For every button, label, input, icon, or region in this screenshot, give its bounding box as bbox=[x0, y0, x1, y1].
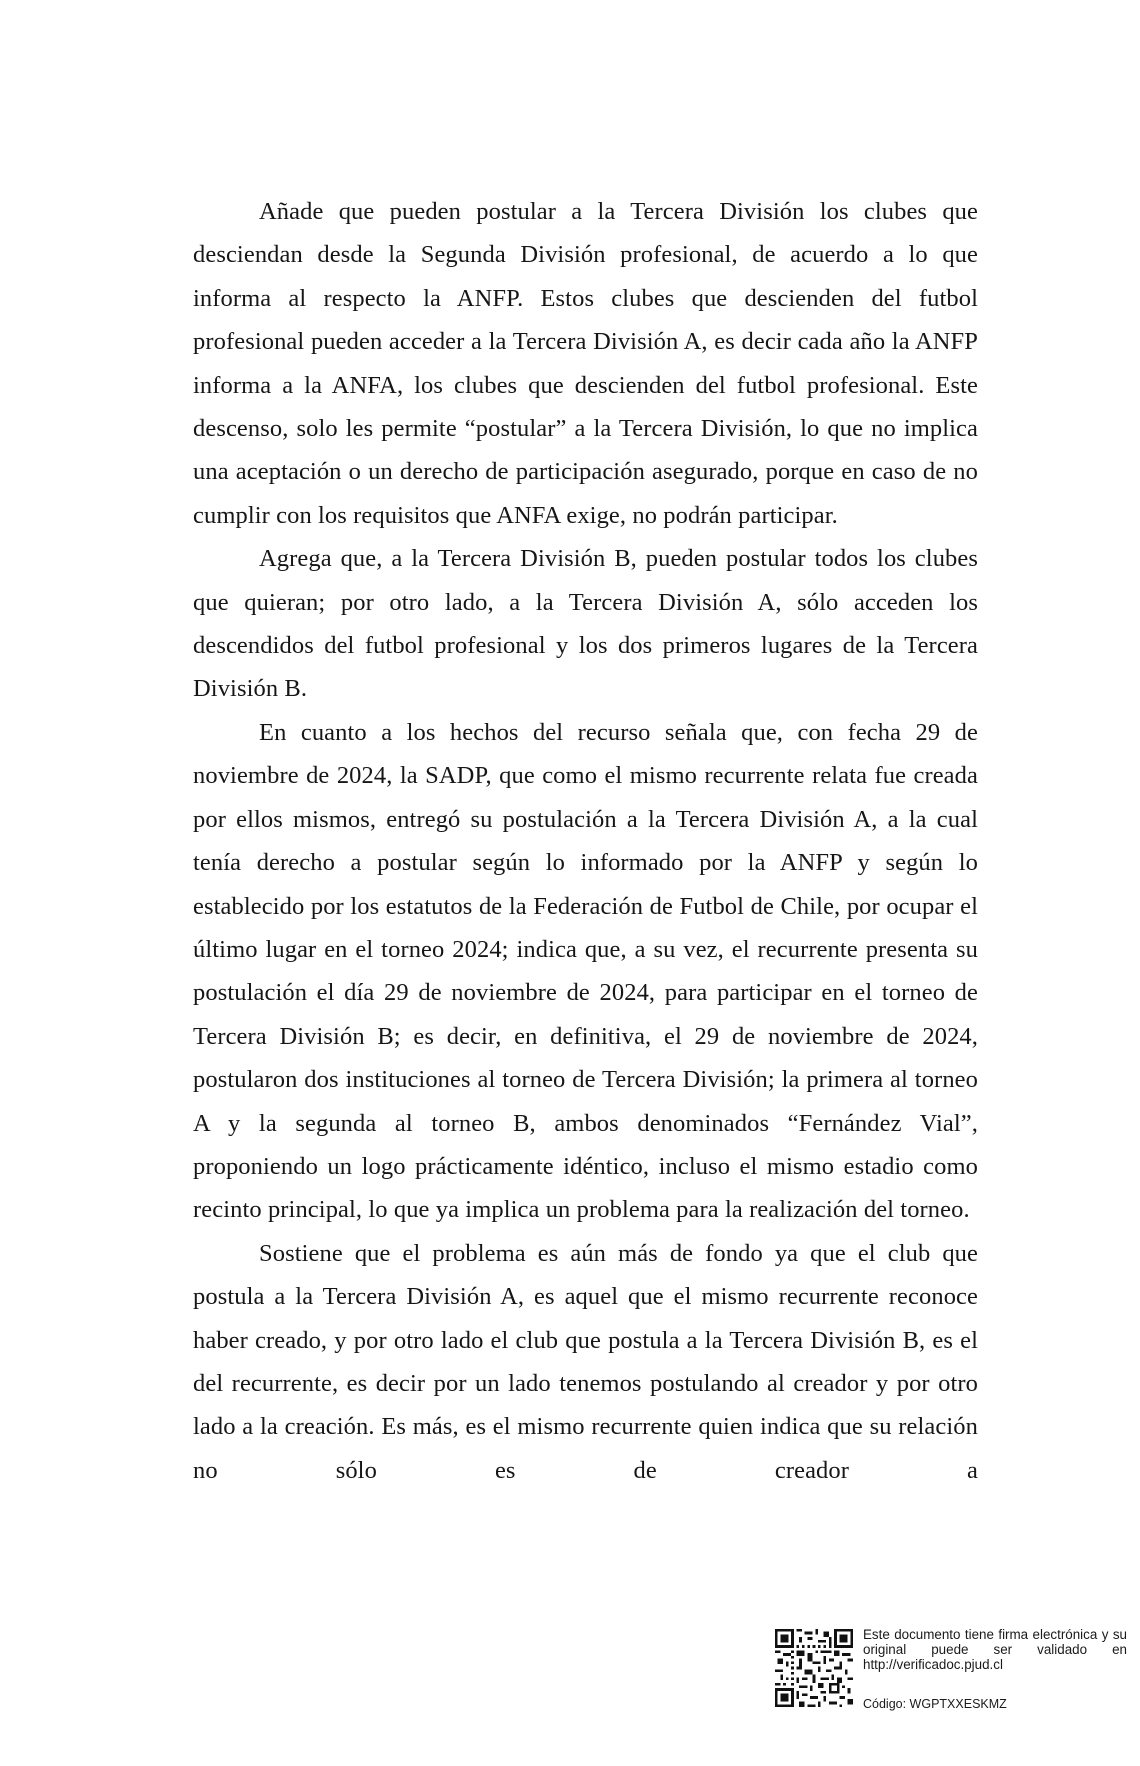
qr-code-icon bbox=[775, 1629, 853, 1707]
document-body bbox=[193, 190, 978, 1492]
paragraph-2: Agrega que, a la Tercera División B, pueden postular todos los clubes que quieran; por otro lado, a la Tercera División A, sólo acceden los descendidos del futbol profesional y los dos primeros lugares de la Tercera División B. bbox=[193, 545, 978, 703]
verification-code: Código: WGPTXXESKMZ bbox=[863, 1697, 1007, 1711]
signature-notice: Este documento tiene firma electrónica y su original puede ser validado en http://verificadoc.pjud.cl bbox=[863, 1627, 1127, 1673]
paragraph-3: En cuanto a los hechos del recurso señala que, con fecha 29 de noviembre de 2024, la SADP, que como el mismo recurrente relata fue creada por ellos mismos, entregó su postulación a la Tercera División A, a la cual tenía derecho a postular según lo informado por la ANFP y según lo establecido por los estatutos de la Federación de Futbol de Chile, por ocupar el último lugar en el torneo 2024; indica que, a su vez, el recurrente presenta su postulación el día 29 de noviembre de 2024, para participar en el torneo de Tercera División B; es decir, en definitiva, el 29 de noviembre de 2024, postularon dos instituciones al torneo de Tercera División; la primera al torneo A y la segunda al torneo B, ambos denominados “Fernández Vial”, proponiendo un logo prácticamente idéntico, incluso el mismo estadio como recinto principal, lo que ya implica un problema para la realización del torneo. bbox=[193, 718, 978, 1224]
electronic-signature-stamp bbox=[775, 1625, 1131, 1755]
paragraph-1: Añade que pueden postular a la Tercera División los clubes que desciendan desde la Segunda División profesional, de acuerdo a lo que informa al respecto la ANFP. Estos clubes que descienden del futbol profesional pueden acceder a la Tercera División A, es decir cada año la ANFP informa a la ANFA, los clubes que descienden del futbol profesional. Este descenso, solo les permite “postular” a la Tercera División, lo que no implica una aceptación o un derecho de participación asegurado, porque en caso de no cumplir con los requisitos que ANFA exige, no podrán participar. bbox=[193, 198, 978, 529]
paragraph-4: Sostiene que el problema es aún más de fondo ya que el club que postula a la Tercera División A, es aquel que el mismo recurrente reconoce haber creado, y por otro lado el club que postula a la Tercera División B, es el del recurrente, es decir por un lado tenemos postulando al creador y por otro lado a la creación. Es más, es el mismo recurrente quien indica que su relación no sólo es de creador a bbox=[193, 1239, 978, 1484]
